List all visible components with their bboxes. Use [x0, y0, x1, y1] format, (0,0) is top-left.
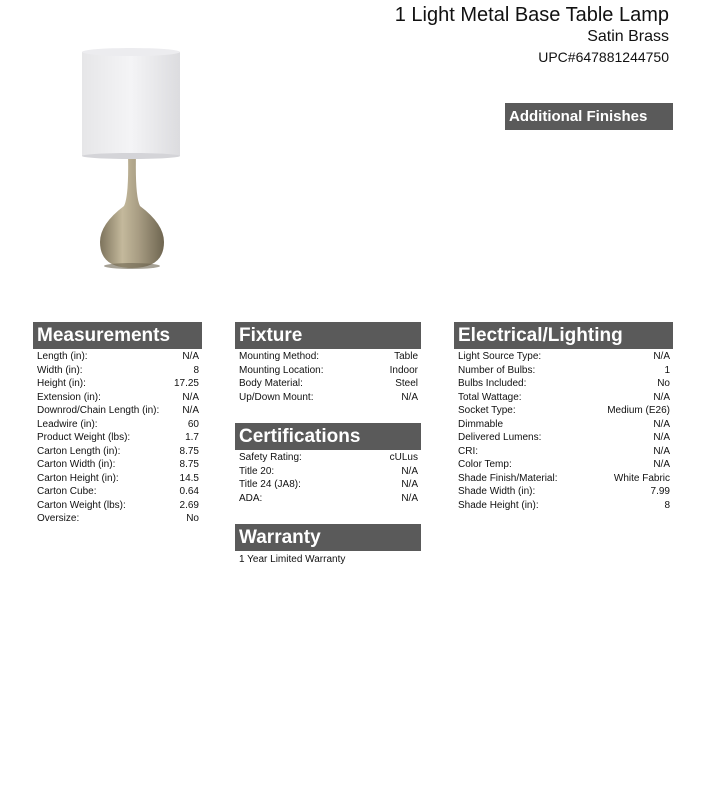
- spec-label: Product Weight (lbs):: [37, 432, 131, 443]
- spec-label: Height (in):: [37, 378, 86, 389]
- product-title: 1 Light Metal Base Table Lamp: [394, 4, 669, 26]
- spec-rows: [454, 349, 673, 512]
- spec-value: 1: [664, 364, 670, 376]
- spec-row: [37, 431, 199, 445]
- spec-row: [37, 418, 199, 432]
- spec-label: Carton Height (in):: [37, 472, 119, 484]
- measurements-section: [33, 322, 202, 526]
- spec-row: [239, 451, 418, 465]
- spec-row: [239, 478, 418, 492]
- spec-row: [458, 404, 670, 418]
- spec-value: No: [186, 513, 199, 524]
- spec-value: 0.64: [179, 486, 199, 497]
- spec-row: [458, 445, 670, 459]
- spec-row: [458, 458, 670, 472]
- spec-value: 8: [664, 499, 670, 511]
- spec-value: N/A: [401, 492, 418, 504]
- spec-value: No: [657, 378, 670, 389]
- spec-label: Shade Width (in):: [458, 486, 536, 497]
- spec-row: [37, 391, 199, 405]
- spec-row: [239, 364, 418, 378]
- spec-row: [239, 377, 418, 391]
- spec-value: N/A: [653, 445, 670, 457]
- spec-row: [37, 458, 199, 472]
- spec-label: Carton Cube:: [37, 486, 97, 497]
- additional-finishes-button[interactable]: Additional Finishes: [505, 103, 673, 130]
- spec-row: [458, 431, 670, 445]
- spec-row: [458, 472, 670, 486]
- section-header: Fixture: [235, 322, 421, 349]
- spec-label: Body Material:: [239, 378, 303, 389]
- spec-value: Steel: [395, 378, 418, 389]
- spec-label: Safety Rating:: [239, 452, 302, 463]
- spec-label: Carton Length (in):: [37, 445, 121, 457]
- product-title-block: [395, 4, 669, 66]
- spec-value: N/A: [182, 351, 199, 362]
- spec-label: Width (in):: [37, 364, 83, 376]
- section-header: Certifications: [235, 423, 421, 450]
- spec-value: White Fabric: [613, 472, 670, 484]
- fixture-section: [235, 322, 421, 404]
- spec-value: 2.69: [179, 499, 199, 511]
- spec-row: [239, 492, 418, 506]
- spec-value: N/A: [653, 391, 670, 403]
- product-finish: Satin Brass: [587, 28, 669, 45]
- spec-row: [458, 485, 670, 499]
- spec-label: Color Temp:: [458, 459, 512, 470]
- spec-label: CRI:: [458, 445, 478, 457]
- spec-label: Delivered Lumens:: [458, 432, 542, 443]
- spec-label: Carton Width (in):: [37, 459, 116, 470]
- spec-value: 8.75: [179, 459, 199, 470]
- spec-label: Bulbs Included:: [458, 378, 527, 389]
- spec-value: 14.5: [179, 472, 199, 484]
- spec-label: Shade Finish/Material:: [458, 472, 558, 484]
- spec-value: Indoor: [389, 364, 418, 376]
- spec-label: Dimmable: [458, 418, 504, 430]
- spec-value: N/A: [182, 391, 199, 403]
- spec-label: Number of Bulbs:: [458, 364, 536, 376]
- spec-label: Title 20:: [239, 465, 275, 477]
- spec-label: Oversize:: [37, 513, 80, 524]
- spec-value: N/A: [653, 432, 670, 443]
- section-header: Warranty: [235, 524, 421, 551]
- spec-value: 60: [187, 418, 199, 430]
- spec-row: [37, 377, 199, 391]
- warranty-section: [235, 524, 421, 567]
- spec-row: [37, 485, 199, 499]
- spec-row: [239, 350, 418, 364]
- spec-label: Light Source Type:: [458, 351, 542, 362]
- spec-row: [458, 364, 670, 378]
- spec-rows: [235, 450, 421, 505]
- spec-label: Socket Type:: [458, 405, 516, 416]
- spec-rows: [33, 349, 202, 526]
- spec-label: Title 24 (JA8):: [239, 479, 301, 490]
- certifications-section: [235, 423, 421, 505]
- spec-row: [37, 499, 199, 513]
- spec-value: 7.99: [650, 486, 670, 497]
- spec-value: N/A: [653, 459, 670, 470]
- spec-row: [37, 350, 199, 364]
- spec-value: N/A: [182, 405, 199, 416]
- spec-row: [37, 364, 199, 378]
- spec-label: Leadwire (in):: [37, 418, 98, 430]
- spec-label: Carton Weight (lbs):: [37, 499, 126, 511]
- spec-label: Downrod/Chain Length (in):: [37, 405, 160, 416]
- spec-value: N/A: [653, 418, 670, 430]
- spec-label: Mounting Location:: [239, 364, 324, 376]
- spec-row: [458, 377, 670, 391]
- spec-value: N/A: [401, 479, 418, 490]
- spec-row: [458, 391, 670, 405]
- spec-row: [458, 418, 670, 432]
- spec-row: [37, 404, 199, 418]
- spec-row: [458, 499, 670, 513]
- spec-label: Total Wattage:: [458, 391, 522, 403]
- spec-row: [37, 512, 199, 526]
- product-upc: UPC#647881244750: [538, 49, 669, 65]
- spec-value: cULus: [389, 452, 418, 463]
- spec-row: [458, 350, 670, 364]
- spec-label: ADA:: [239, 492, 263, 504]
- spec-row: [37, 472, 199, 486]
- spec-value: N/A: [653, 351, 670, 362]
- section-header: Electrical/Lighting: [454, 322, 673, 349]
- spec-value: Medium (E26): [607, 405, 670, 416]
- spec-value: 17.25: [173, 378, 199, 389]
- electrical-lighting-section: [454, 322, 673, 512]
- spec-row: [239, 391, 418, 405]
- spec-value: 1.7: [185, 432, 199, 443]
- spec-label: Mounting Method:: [239, 351, 320, 362]
- spec-value: 8.75: [179, 445, 199, 457]
- spec-label: Length (in):: [37, 351, 88, 362]
- spec-row: [37, 445, 199, 459]
- spec-label: Extension (in):: [37, 391, 101, 403]
- spec-label: Up/Down Mount:: [239, 391, 314, 403]
- spec-value: N/A: [401, 465, 418, 477]
- warranty-text: 1 Year Limited Warranty: [239, 554, 346, 565]
- section-header: Measurements: [33, 322, 202, 349]
- spec-value: 8: [193, 364, 199, 376]
- spec-value: Table: [394, 351, 418, 362]
- spec-rows: [235, 349, 421, 404]
- product-image: [78, 46, 188, 272]
- spec-row: [239, 465, 418, 479]
- spec-label: Shade Height (in):: [458, 499, 539, 511]
- spec-value: N/A: [401, 391, 418, 403]
